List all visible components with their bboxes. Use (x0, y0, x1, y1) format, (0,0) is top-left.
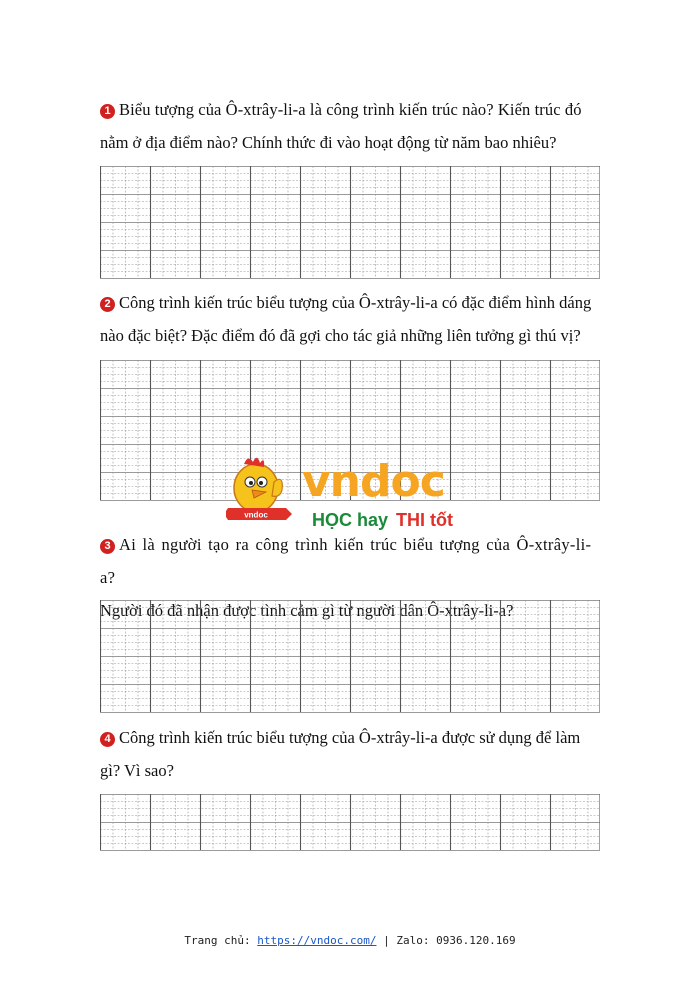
question-4-line-1 (100, 721, 600, 754)
grid-lines (100, 166, 600, 279)
footer-homepage-label: Trang chủ: (184, 934, 251, 947)
question-1-text-line-2: nằm ở địa điểm nào? Chính thức đi vào hoạt động từ năm bao nhiêu? (100, 133, 557, 152)
question-number-badge: 1 (100, 104, 115, 119)
question-2-text-line-1: Công trình kiến trúc biểu tượng của Ô-xtrây-li-a có đặc điểm hình dáng (119, 293, 592, 312)
grid-lines (100, 794, 600, 851)
footer-separator: | (383, 934, 390, 947)
footer-homepage-link[interactable]: https://vndoc.com/ (257, 934, 377, 947)
svg-text:vndoc: vndoc (302, 456, 445, 507)
question-1-text-line-1: Biểu tượng của Ô-xtrây-li-a là công trình kiến trúc nào? Kiến trúc đó (119, 100, 582, 119)
page-footer (0, 934, 700, 947)
answer-grid-1[interactable] (100, 166, 600, 279)
svg-text:THI tốt: THI tốt (396, 510, 453, 530)
question-number-badge: 3 (100, 539, 115, 554)
question-1-line-1 (100, 93, 600, 126)
chicken-mascot-icon (226, 452, 476, 532)
footer-zalo: Zalo: 0936.120.169 (396, 934, 516, 947)
question-1 (100, 93, 600, 159)
question-4-text-line-1: Công trình kiến trúc biểu tượng của Ô-xtrây-li-a được sử dụng để làm (119, 728, 581, 747)
grid-lines (100, 600, 600, 713)
question-4-text-line-2: gì? Vì sao? (100, 761, 174, 780)
answer-grid-4[interactable] (100, 794, 600, 851)
question-3-line-1 (100, 528, 600, 594)
question-number-badge: 4 (100, 732, 115, 747)
vndoc-logo (226, 452, 476, 532)
question-number-badge: 2 (100, 297, 115, 312)
question-2 (100, 286, 600, 352)
svg-text:HỌC hay: HỌC hay (312, 510, 389, 530)
question-3-text-line-1: Ai là người tạo ra công trình kiến trúc biểu tượng của Ô-xtrây-li-a? (100, 535, 592, 587)
question-4 (100, 721, 600, 787)
question-2-text-line-2: nào đặc biệt? Đặc điểm đó đã gợi cho tác giả những liên tưởng gì thú vị? (100, 326, 581, 345)
svg-text:vndoc: vndoc (244, 510, 268, 520)
answer-grid-3[interactable] (100, 600, 600, 713)
question-3-text-line-2: Người đó đã nhận được tình cảm gì từ người dân Ô-xtrây-li-a? (100, 601, 514, 620)
question-2-line-1 (100, 286, 600, 319)
